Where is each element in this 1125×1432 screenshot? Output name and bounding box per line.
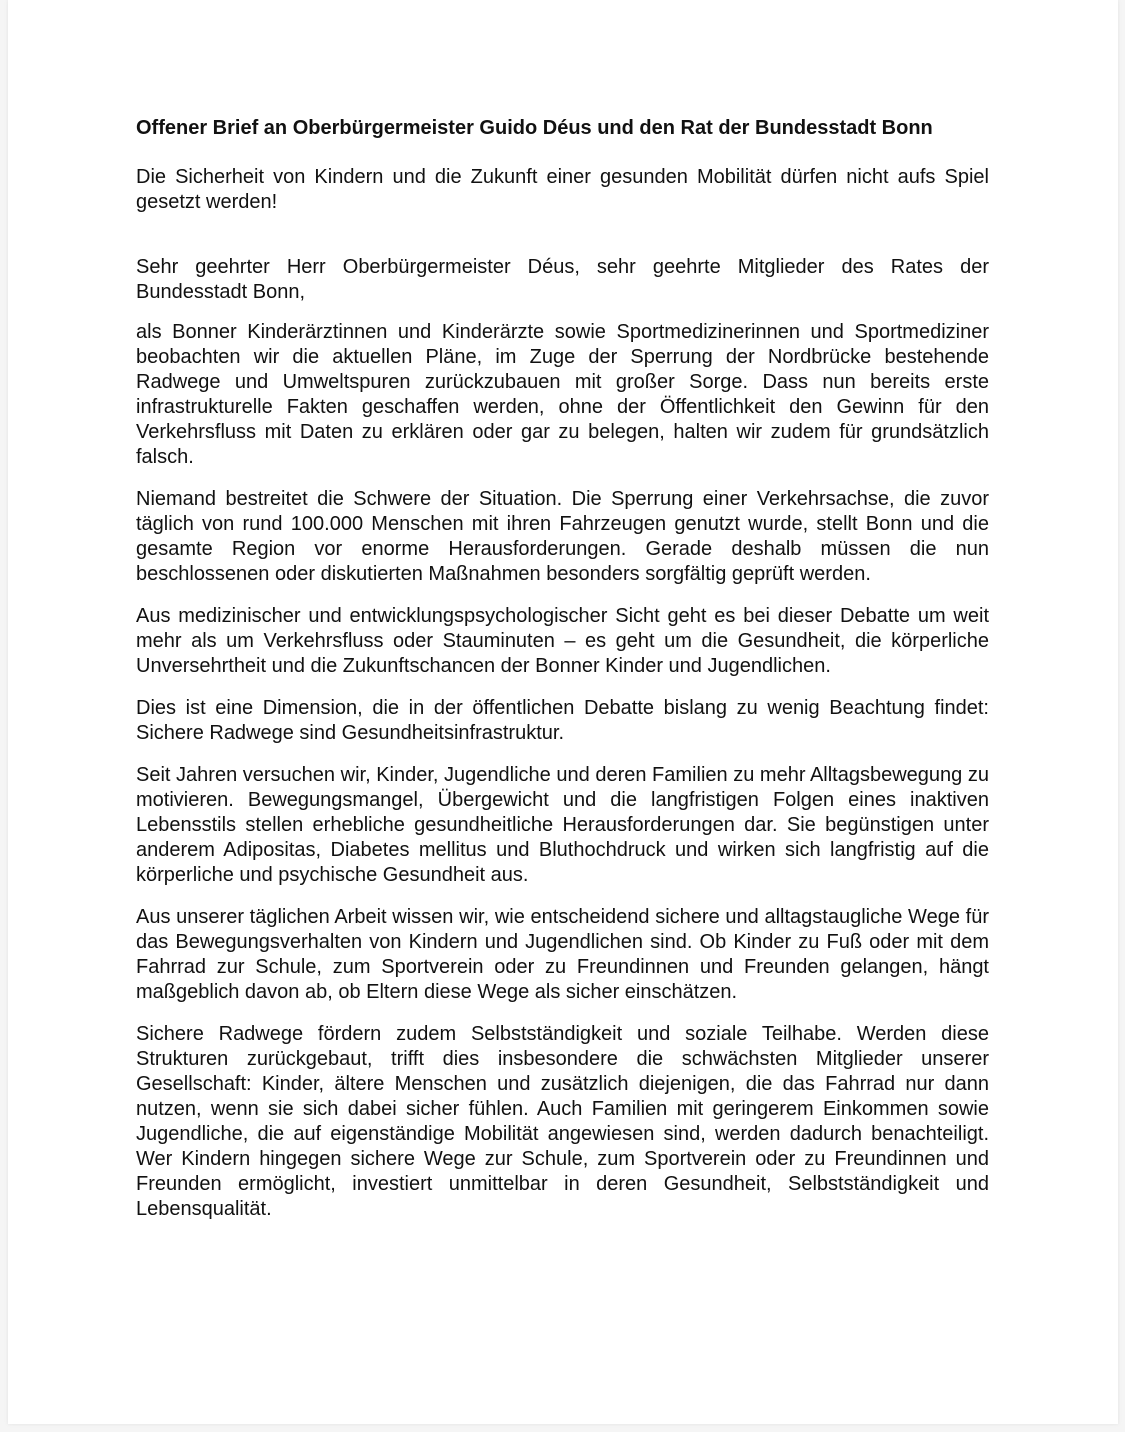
letter-salutation: Sehr geehrter Herr Oberbürgermeister Déus, sehr geehrte Mitglieder des Rates der Bundesstadt Bonn,: [136, 256, 989, 303]
paragraph: als Bonner Kinderärztinnen und Kinderärzte sowie Sportmedizinerinnen und Sportmediziner beobachten wir die aktuellen Pläne, im Zuge der Sperrung der Nordbrücke bestehende Radwege und Umweltspuren zurückzubauen mit großer Sorge. Dass nun bereits erste infrastrukturelle Fakten geschaffen werden, ohne der Öffentlichkeit den Gewinn für den Verkehrsfluss mit Daten zu erklären oder gar zu belegen, halten wir zudem für grundsätzlich falsch.: [136, 321, 989, 468]
letter-subtitle: Die Sicherheit von Kindern und die Zukunft einer gesunden Mobilität dürfen nicht aufs Spiel gesetzt werden!: [136, 166, 989, 213]
paragraph: Aus unserer täglichen Arbeit wissen wir, wie entscheidend sichere und alltagstaugliche Wege für das Bewegungsverhalten von Kindern und Jugendlichen sind. Ob Kinder zu Fuß oder mit dem Fahrrad zur Schule, zum Sportverein oder zu Freundinnen und Freunden gelangen, hängt maßgeblich davon ab, ob Eltern diese Wege als sicher einschätzen.: [136, 906, 989, 1003]
letter-body: [136, 116, 989, 1239]
paragraph: Niemand bestreitet die Schwere der Situation. Die Sperrung einer Verkehrsachse, die zuvor täglich von rund 100.000 Menschen mit ihren Fahrzeugen genutzt wurde, stellt Bonn und die gesamte Region vor enorme Herausforderungen. Gerade deshalb müssen die nun beschlossenen oder diskutierten Maßnahmen besonders sorgfältig geprüft werden.: [136, 488, 989, 585]
paragraph: Dies ist eine Dimension, die in der öffentlichen Debatte bislang zu wenig Beachtung findet: Sichere Radwege sind Gesundheitsinfrastruktur.: [136, 697, 989, 744]
paragraph: Aus medizinischer und entwicklungspsychologischer Sicht geht es bei dieser Debatte um weit mehr als um Verkehrsfluss oder Stauminuten – es geht um die Gesundheit, die körperliche Unversehrtheit und die Zukunftschancen der Bonner Kinder und Jugendlichen.: [136, 605, 989, 677]
document-page: [8, 0, 1118, 1424]
letter-title: Offener Brief an Oberbürgermeister Guido Déus und den Rat der Bundesstadt Bonn: [136, 117, 933, 139]
paragraph: Seit Jahren versuchen wir, Kinder, Jugendliche und deren Familien zu mehr Alltagsbewegung zu motivieren. Bewegungsmangel, Übergewicht und die langfristigen Folgen eines inaktiven Lebensstils stellen erhebliche gesundheitliche Herausforderungen dar. Sie begünstigen unter anderem Adipositas, Diabetes mellitus und Bluthochdruck und wirken sich langfristig auf die körperliche und psychische Gesundheit aus.: [136, 764, 989, 886]
paragraph: Sichere Radwege fördern zudem Selbstständigkeit und soziale Teilhabe. Werden diese Strukturen zurückgebaut, trifft dies insbesondere die schwächsten Mitglieder unserer Gesellschaft: Kinder, ältere Menschen und zusätzlich diejenigen, die das Fahrrad nur dann nutzen, wenn sie sich dabei sicher fühlen. Auch Familien mit geringerem Einkommen sowie Jugendliche, die auf eigenständige Mobilität angewiesen sind, werden dadurch benachteiligt. Wer Kindern hingegen sichere Wege zur Schule, zum Sportverein oder zu Freundinnen und Freunden ermöglicht, investiert unmittelbar in deren Gesundheit, Selbstständigkeit und Lebensqualität.: [136, 1023, 989, 1220]
